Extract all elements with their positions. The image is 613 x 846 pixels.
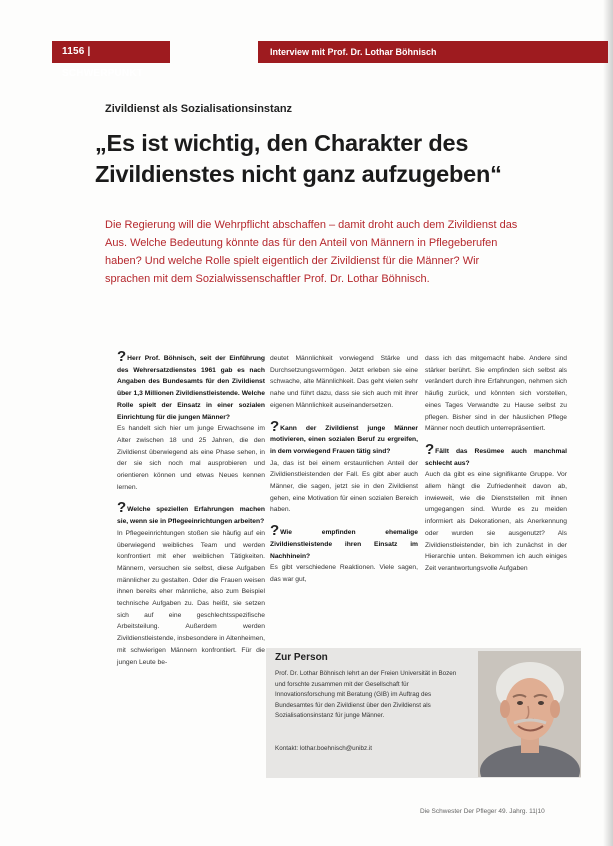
question-mark-icon: ?	[270, 417, 280, 435]
article-lead: Die Regierung will die Wehrpflicht abschaffen – damit droht auch dem Zivildienst das Aus. Welche Bedeutung könnte das für den Anteil von Männern in Pflegeberufen haben? Und welche Rolle spielt eigentlich der Zivildienst für die Männer? Wir sprachen mit dem Sozialwissenschaftler Prof. Dr. Lothar Böhnisch.	[105, 219, 518, 285]
answer-text: dass ich das mitgemacht habe. Andere sind stärker berührt. Sie empfinden sich selbst als verändert durch ihre Erfahrungen, nehmen sich häufig zurück, und könnten sich vorstellen, eines Tages Verwandte zu Hause selbst zu pflegen. Bisher sind in der häuslichen Pflege Männer noch deutlich unterrepräsentiert.	[425, 355, 567, 433]
answer-text: Auch da gibt es eine signifikante Gruppe. Vor allem hängt die Zufriedenheit davon ab, inwieweit, wie die Dienststellen mit ihnen umgegangen sind. Wurde es zu meiden informiert als Dekorationen, als Anerkennung oder wurden sie ausgenutzt? Als Zivildienstleistender, bin ich zunächst in der Hierarchie unten. Bekommen ich auch einiges Zeit verantwortungsvolle Aufgaben	[425, 471, 567, 572]
answer-text: Es handelt sich hier um junge Erwachsene im Alter zwischen 18 und 25 Jahren, die den Zivildienst überwiegend als eine Phase sehen, in der sie sich noch mal ausprobieren und orientieren können und etwas Neues kennen lernen.	[117, 425, 265, 491]
question	[117, 499, 265, 527]
header-gap	[170, 41, 258, 63]
question-text: Welche speziellen Erfahrungen machen sie, wenn sie in Pflegeeinrichtungen arbeiten?	[117, 506, 265, 526]
question-text: Fällt das Resümee auch manchmal schlecht aus?	[425, 447, 567, 467]
question	[425, 440, 567, 469]
info-box-text: Prof. Dr. Lothar Böhnisch lehrt an der Freien Universität in Bozen und forschte zusammen mit der Gesellschaft für Innovationsforschung mit Beratung (GIB) im Auftrag des Bundesamtes für den Zivildienst über den Zivildienst als Sozialisationsinstanz für junge Männer.	[275, 670, 457, 719]
answer-text: deutet Männlichkeit vorwiegend Stärke und Durchsetzungsvermögen. Jetzt erleben sie eine schwache, alte Männlichkeit. Das geht vielen sehr nahe und führt dazu, dass sie sich auch mit ihrer eigenen Männlichkeit auseinandersetzen.	[270, 355, 418, 409]
article-headline: „Es ist wichtig, den Charakter des Zivildienstes nicht ganz aufzugeben“	[95, 130, 502, 187]
info-box-title: Zur Person	[275, 652, 328, 663]
question-mark-icon: ?	[425, 440, 435, 458]
answer-text: Ja, das ist bei einem erstaunlichen Anteil der Zivildienstleistenden der Fall. Es gibt aber auch Männer, die sagen, jetzt sie in den Zivildienst gehen, eine Motivation für einen sozialen Bereich haben.	[270, 459, 418, 514]
interview-label: Interview mit Prof. Dr. Lothar Böhnisch	[258, 41, 608, 63]
page-footer: Die Schwester Der Pfleger 49. Jahrg. 11|10	[420, 808, 545, 815]
text-column-3	[425, 353, 567, 586]
info-box-contact: Kontakt: lothar.boehnisch@unibz.it	[275, 745, 373, 752]
article-kicker: Zivildienst als Sozialisationsinstanz	[105, 103, 293, 115]
page-gutter-shadow	[603, 0, 613, 846]
question-text: Wie empfinden ehemalige Zivildienstleistende ihren Einsatz im Nachhinein?	[270, 529, 418, 560]
question-text: Kann der Zivildienst junge Männer motivieren, einen sozialen Beruf zu ergreifen, in dem vorwiegend Frauen tätig sind?	[270, 424, 418, 455]
question-mark-icon: ?	[270, 522, 280, 540]
question	[270, 522, 418, 562]
portrait-photo	[478, 651, 581, 777]
section-label: 1156 | SCHWERPUNKT	[52, 41, 170, 63]
question-text: Herr Prof. Böhnisch, seit der Einführung des Wehrersatzdienstes 1961 gab es nach Angaben des Bundesamts für den Zivildienst über 1,3 Millionen Zivildienstleistende. Welche Rolle spielt der Einsatz in einer sozialen Einrichtung für die jungen Männer?	[117, 355, 265, 421]
question-mark-icon: ?	[117, 499, 127, 517]
answer-text: In Pflegeeinrichtungen stoßen sie häufig auf ein überwiegend weibliches Team und werden konfrontiert mit eher weiblichen Tätigkeiten. Männern, versuchen sie selbst, diese Aufgaben männlicher zu gestalten. Oder die Frauen weisen ihnen bereits eher männliche, also zum Beispiel technische Aufgaben zu. Das heißt, sie setzen sich auf eine geschlechtsspezifische Arbeitsteilung. Außerdem werden Zivildienstleistende, insbesondere in Altenheimen, mit schwierigen Männern konfrontiert. Für die jungen Leute be-	[117, 529, 265, 666]
text-column-1	[117, 348, 265, 679]
answer-text: Es gibt verschiedene Reaktionen. Viele sagen, das war gut,	[270, 564, 418, 583]
question-mark-icon: ?	[117, 348, 127, 365]
text-column-2	[270, 353, 418, 597]
portrait-image	[478, 651, 581, 777]
question	[270, 417, 418, 458]
question	[117, 348, 265, 423]
page-header	[52, 41, 608, 79]
